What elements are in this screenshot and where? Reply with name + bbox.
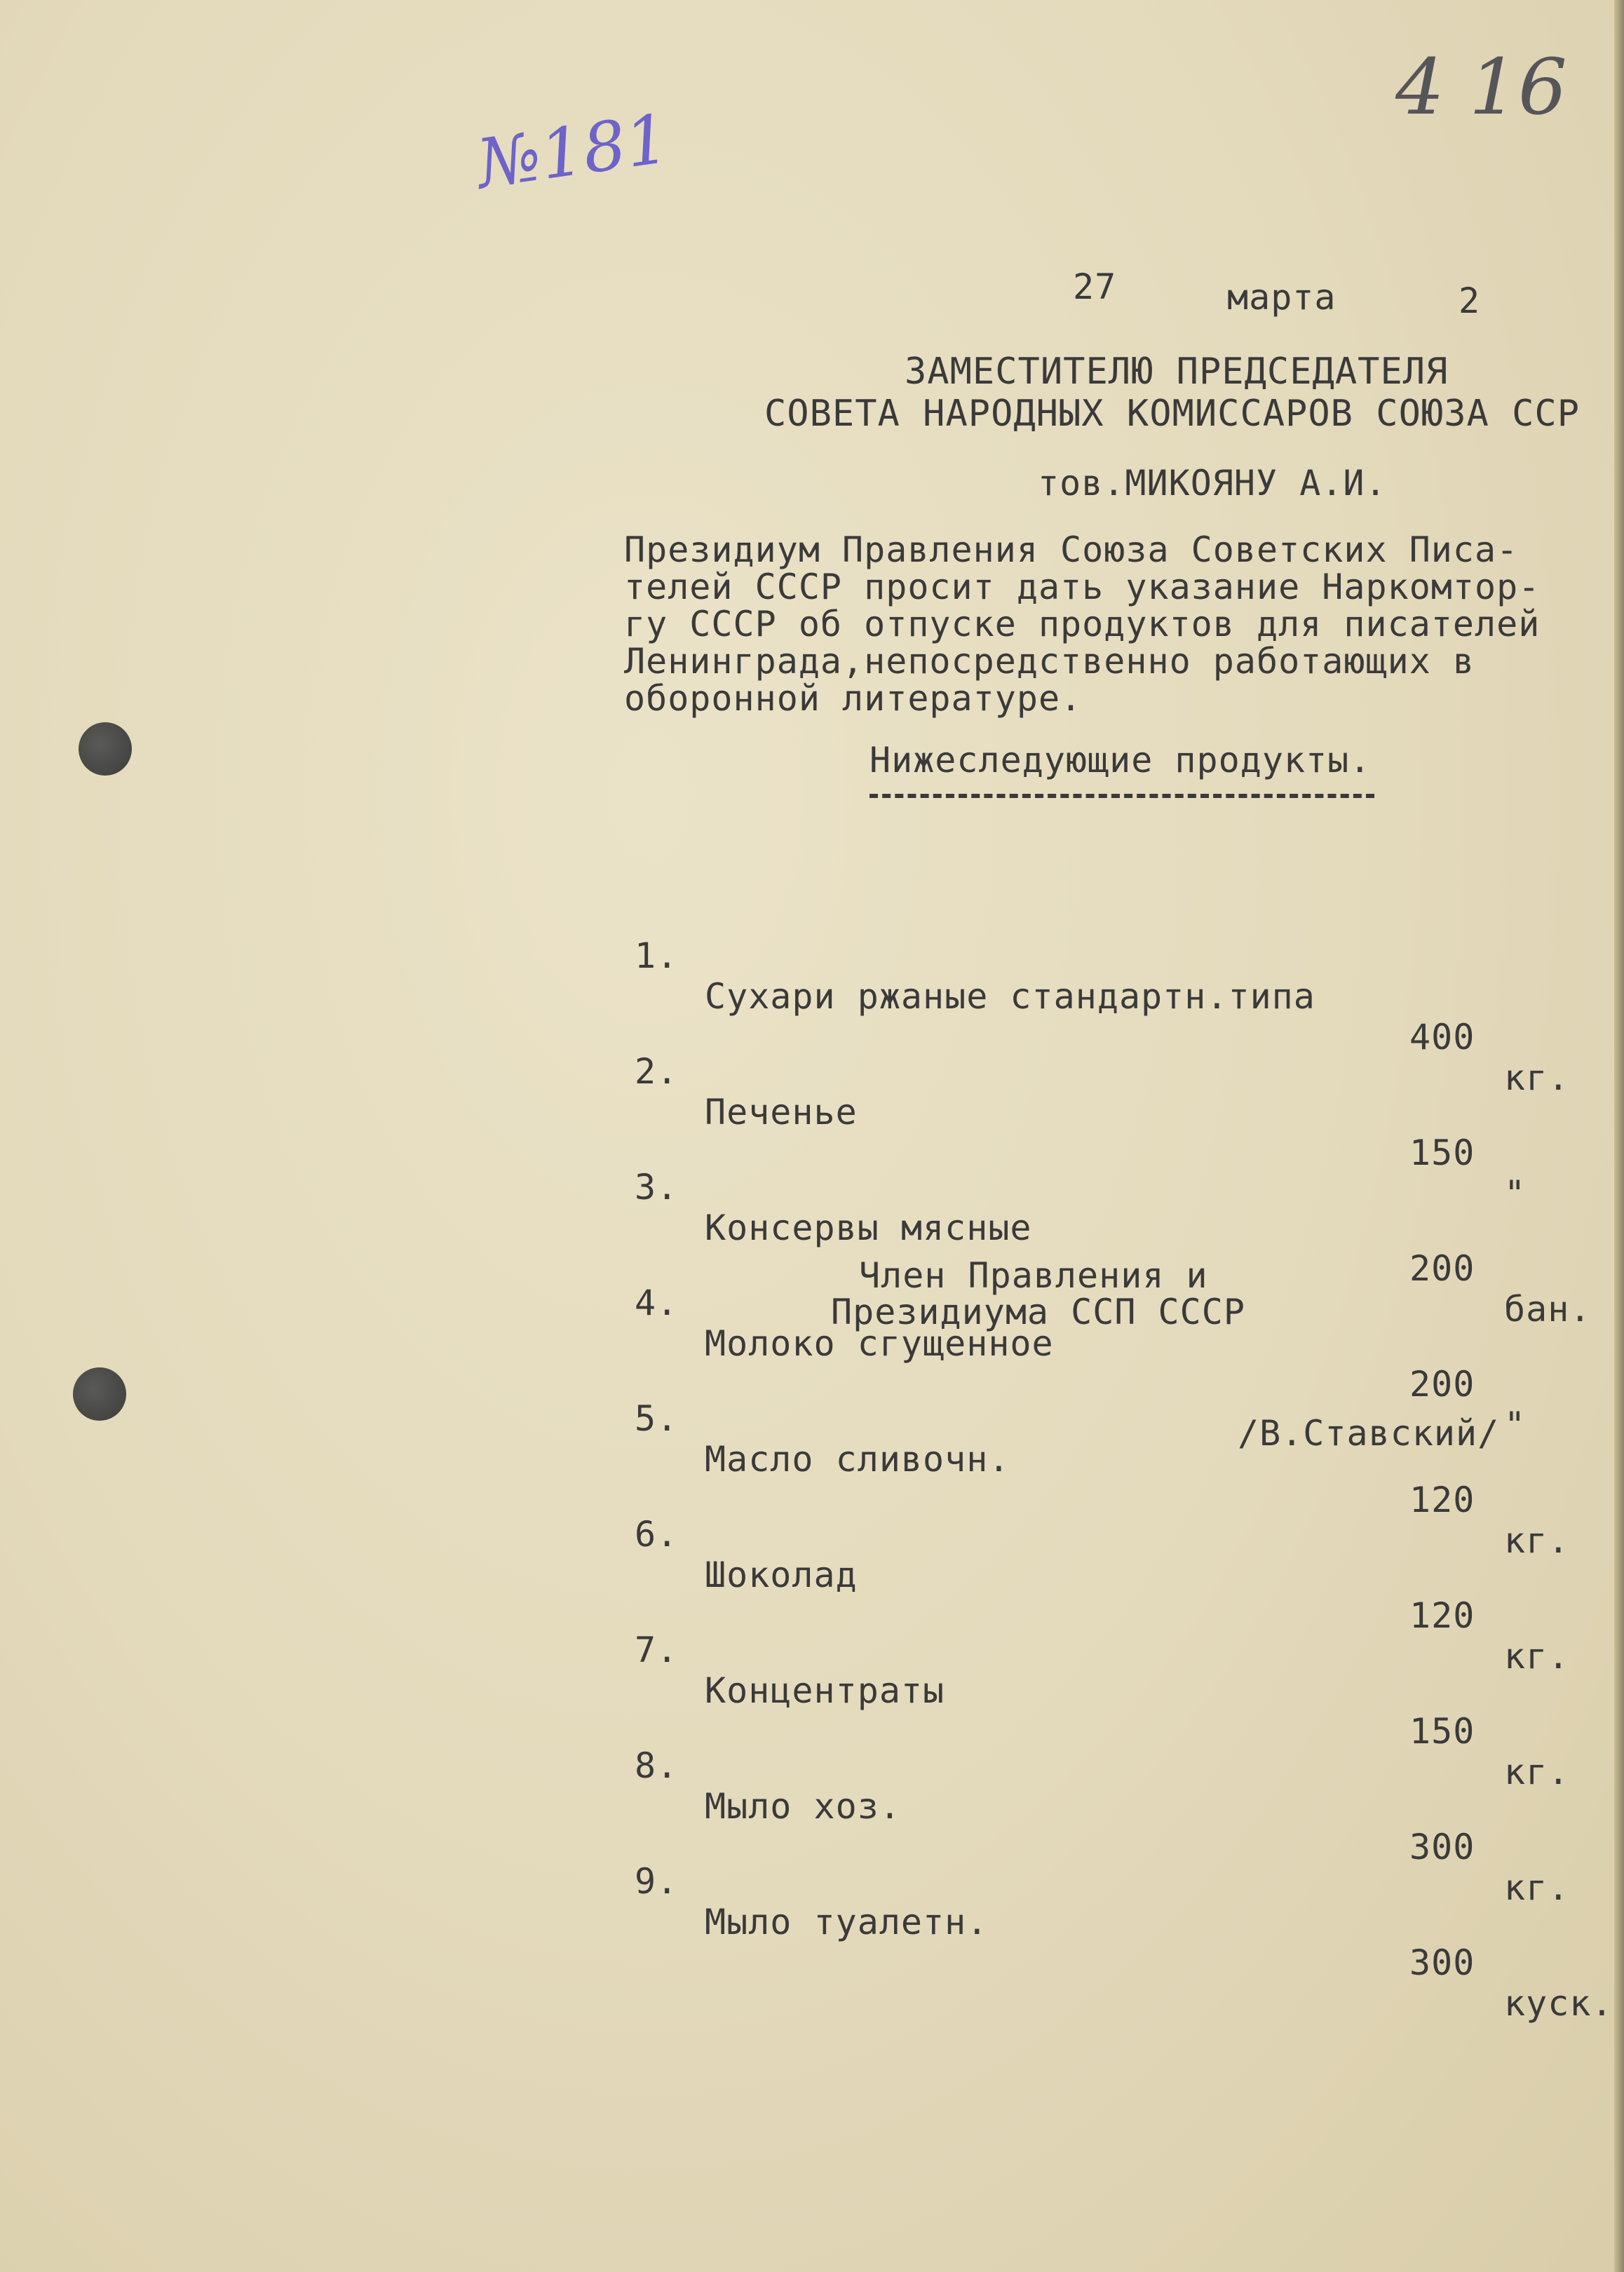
signer-name: /В.Ставский/ [1238, 1413, 1500, 1454]
list-item [635, 895, 1616, 1098]
addressee-line-2: СОВЕТА НАРОДНЫХ КОМИССАРОВ СОЮЗА ССР [764, 393, 1581, 435]
item-unit: " [1504, 1405, 1527, 1445]
item-number: 6. [635, 1514, 679, 1555]
item-name: Масло сливочн. [705, 1439, 1010, 1480]
punch-hole [73, 1367, 126, 1421]
addressee-line-1: ЗАМЕСТИТЕЛЮ ПРЕДСЕДАТЕЛЯ [905, 351, 1449, 393]
signature-title-line-2: Президиума ССП СССР [831, 1292, 1245, 1332]
item-number: 2. [635, 1051, 679, 1092]
item-number: 7. [635, 1630, 679, 1670]
item-quantity: 400 [1409, 1017, 1475, 1057]
body-line: телей СССР просит дать указание Наркомтор- [624, 567, 1541, 607]
body-line: Ленинграда,непосредственно работающих в [624, 641, 1475, 682]
item-number: 3. [635, 1167, 679, 1208]
item-unit: кг. [1504, 1520, 1570, 1561]
handwritten-document-number: №181 [472, 99, 674, 204]
item-unit: кг. [1504, 1057, 1570, 1098]
item-unit: " [1504, 1173, 1527, 1214]
body-line: Президиум Правления Союза Советских Писа- [624, 529, 1519, 570]
item-unit: бан. [1504, 1289, 1592, 1330]
item-name: Печенье [705, 1092, 858, 1132]
item-name: Шоколад [705, 1555, 858, 1595]
product-list [635, 813, 1616, 2024]
item-quantity: 200 [1409, 1364, 1475, 1405]
item-unit: кг. [1504, 1867, 1570, 1908]
item-name: Концентраты [705, 1670, 945, 1711]
date-month: марта [1227, 277, 1337, 318]
item-number: 4. [635, 1283, 679, 1323]
item-number: 9. [635, 1861, 679, 1902]
item-name: Молоко сгущенное [705, 1323, 1054, 1364]
date-year: 2 [1459, 280, 1481, 321]
item-number: 5. [635, 1398, 679, 1439]
item-name: Мыло хоз. [705, 1786, 901, 1827]
item-unit: куск. [1504, 1983, 1613, 2024]
body-line: гу СССР об отпуске продуктов для писателей [624, 604, 1541, 644]
item-number: 1. [635, 935, 679, 976]
signature-title-line-1: Член Правления и [859, 1255, 1208, 1296]
item-quantity: 150 [1409, 1711, 1475, 1752]
item-name: Мыло туалетн. [705, 1902, 989, 1942]
item-unit: кг. [1504, 1752, 1570, 1792]
list-item [635, 1705, 1616, 1908]
addressee-line-3: тов.МИКОЯНУ А.И. [1038, 463, 1387, 503]
list-heading-underline [869, 794, 1374, 798]
item-quantity: 200 [1409, 1248, 1475, 1289]
handwritten-sheet-number: 4 16 [1395, 42, 1567, 132]
item-name: Сухари ржаные стандартн.типа [705, 976, 1315, 1017]
item-quantity: 300 [1409, 1942, 1475, 1983]
item-number: 8. [635, 1745, 679, 1786]
list-heading: Нижеследующие продукты. [869, 740, 1372, 780]
item-unit: кг. [1504, 1636, 1570, 1677]
date-day: 27 [1073, 266, 1117, 307]
body-line: оборонной литературе. [624, 678, 1083, 719]
list-item [635, 1473, 1616, 1677]
item-name: Консервы мясные [705, 1208, 1032, 1248]
item-quantity: 150 [1409, 1132, 1475, 1173]
punch-hole [79, 722, 132, 776]
item-quantity: 120 [1409, 1595, 1475, 1636]
item-quantity: 300 [1409, 1827, 1475, 1867]
list-item [635, 1589, 1616, 1792]
item-quantity: 120 [1409, 1480, 1475, 1520]
